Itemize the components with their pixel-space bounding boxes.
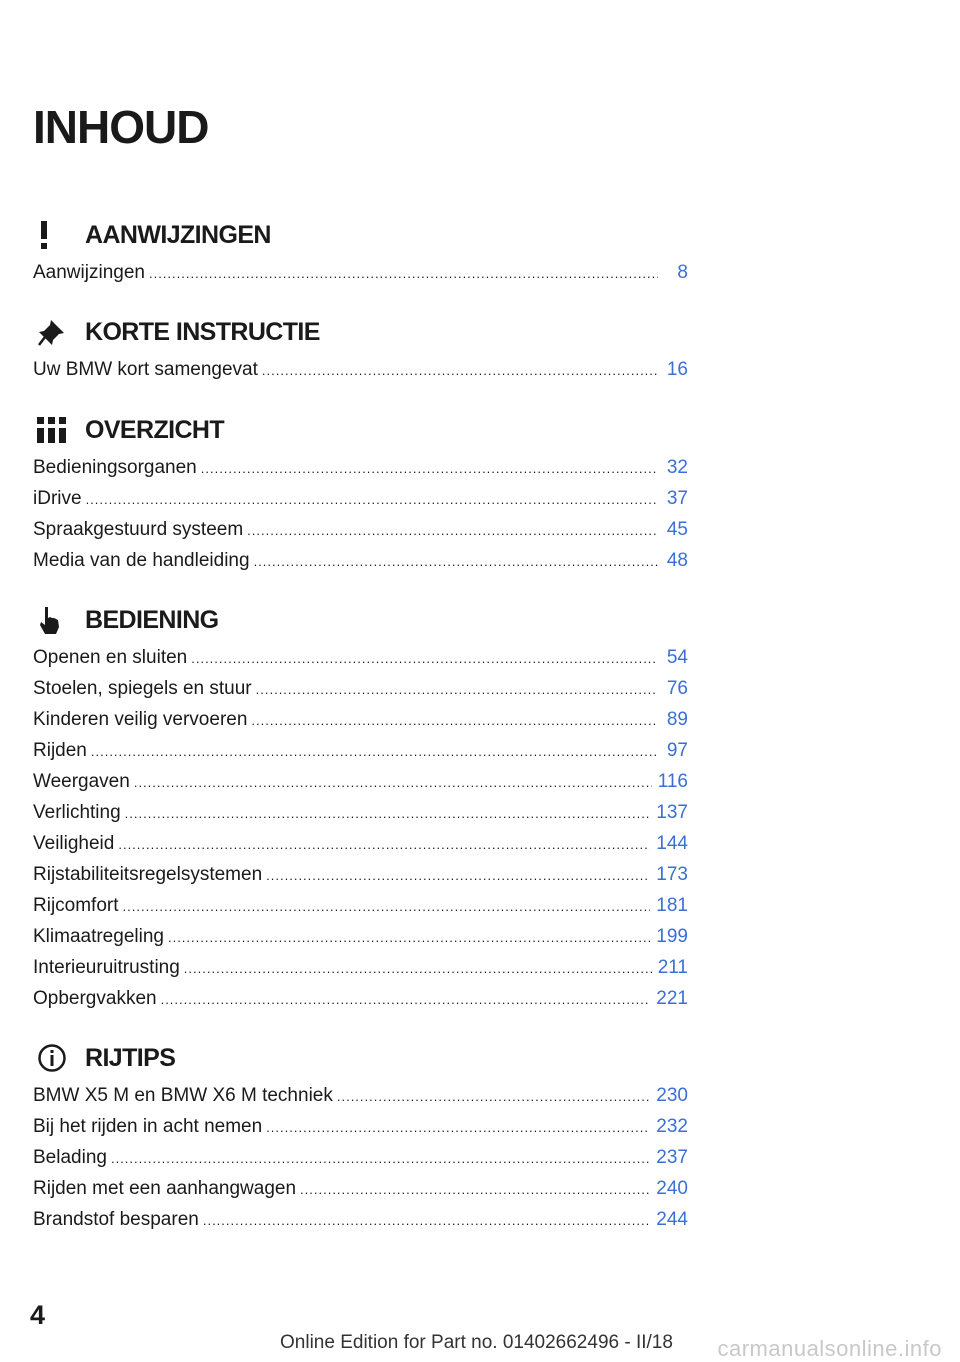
section-rijtips bbox=[33, 1036, 688, 1235]
entry-label: Aanwijzingen bbox=[33, 262, 145, 283]
info-circle-icon bbox=[37, 1042, 75, 1074]
entry-label: Rijcomfort bbox=[33, 895, 119, 916]
toc-entry[interactable] bbox=[33, 1173, 688, 1204]
section-title: BEDIENING bbox=[85, 605, 219, 634]
entry-label: Verlichting bbox=[33, 802, 121, 823]
toc-entry[interactable] bbox=[33, 257, 688, 288]
toc-entry[interactable] bbox=[33, 828, 688, 859]
dot-leader bbox=[91, 736, 658, 767]
toc-entry[interactable] bbox=[33, 890, 688, 921]
dot-leader bbox=[300, 1174, 650, 1205]
dot-leader bbox=[168, 922, 650, 953]
dot-leader bbox=[201, 453, 658, 484]
entry-label: Weergaven bbox=[33, 771, 130, 792]
entry-page-link[interactable]: 230 bbox=[656, 1085, 688, 1106]
exclamation-icon bbox=[37, 219, 75, 251]
entry-page-link[interactable]: 116 bbox=[657, 771, 688, 792]
entry-label: Rijden bbox=[33, 740, 87, 761]
section-title: OVERZICHT bbox=[85, 415, 225, 444]
dot-leader bbox=[256, 674, 658, 705]
section-aanwijzingen bbox=[33, 213, 688, 288]
pin-icon bbox=[37, 316, 75, 348]
grid-icon bbox=[37, 414, 75, 446]
entry-label: Klimaatregeling bbox=[33, 926, 164, 947]
section-header bbox=[33, 310, 688, 354]
dot-leader bbox=[337, 1081, 650, 1112]
dot-leader bbox=[123, 891, 651, 922]
section-header bbox=[33, 213, 688, 257]
toc-entry[interactable] bbox=[33, 766, 688, 797]
entry-page-link[interactable]: 221 bbox=[656, 988, 688, 1009]
hand-pointer-icon bbox=[37, 604, 75, 636]
entry-page-link[interactable]: 45 bbox=[666, 519, 688, 540]
section-header bbox=[33, 598, 688, 642]
section-bediening bbox=[33, 598, 688, 1014]
entry-page-link[interactable]: 97 bbox=[666, 740, 688, 761]
dot-leader bbox=[191, 643, 658, 674]
toc-entry[interactable] bbox=[33, 514, 688, 545]
footer-edition: Online Edition for Part no. 01402662496 - II/18 bbox=[280, 1332, 673, 1353]
entry-label: iDrive bbox=[33, 488, 82, 509]
section-overzicht bbox=[33, 408, 688, 576]
dot-leader bbox=[254, 546, 658, 577]
entry-page-link[interactable]: 237 bbox=[656, 1147, 688, 1168]
section-header bbox=[33, 408, 688, 452]
entry-label: Openen en sluiten bbox=[33, 647, 188, 668]
entry-page-link[interactable]: 76 bbox=[666, 678, 688, 699]
entry-page-link[interactable]: 16 bbox=[666, 359, 688, 380]
toc-entry[interactable] bbox=[33, 642, 688, 673]
toc-entry[interactable] bbox=[33, 1204, 688, 1235]
section-title: RIJTIPS bbox=[85, 1043, 176, 1072]
entry-page-link[interactable]: 244 bbox=[656, 1209, 688, 1230]
entry-label: Stoelen, spiegels en stuur bbox=[33, 678, 252, 699]
dot-leader bbox=[266, 860, 650, 891]
dot-leader bbox=[149, 258, 658, 289]
toc-entry[interactable] bbox=[33, 1080, 688, 1111]
entry-page-link[interactable]: 37 bbox=[666, 488, 688, 509]
entry-page-link[interactable]: 137 bbox=[656, 802, 688, 823]
dot-leader bbox=[118, 829, 650, 860]
dot-leader bbox=[266, 1112, 650, 1143]
dot-leader bbox=[86, 484, 658, 515]
entry-page-link[interactable]: 240 bbox=[656, 1178, 688, 1199]
entry-label: Belading bbox=[33, 1147, 107, 1168]
entry-page-link[interactable]: 32 bbox=[666, 457, 688, 478]
entry-label: Kinderen veilig vervoeren bbox=[33, 709, 248, 730]
entry-label: Interieuruitrusting bbox=[33, 957, 180, 978]
section-title: AANWIJZINGEN bbox=[85, 220, 271, 249]
entry-label: Media van de handleiding bbox=[33, 550, 250, 571]
entry-label: Uw BMW kort samengevat bbox=[33, 359, 258, 380]
dot-leader bbox=[203, 1205, 650, 1236]
entry-label: Rijden met een aanhangwagen bbox=[33, 1178, 297, 1199]
toc-entry[interactable] bbox=[33, 1111, 688, 1142]
dot-leader bbox=[262, 355, 658, 386]
dot-leader bbox=[184, 953, 652, 984]
toc-entry[interactable] bbox=[33, 1142, 688, 1173]
toc-entry[interactable] bbox=[33, 983, 688, 1014]
entry-page-link[interactable]: 89 bbox=[666, 709, 688, 730]
dot-leader bbox=[125, 798, 651, 829]
entry-label: Spraakgestuurd systeem bbox=[33, 519, 244, 540]
dot-leader bbox=[111, 1143, 650, 1174]
entry-label: Bedieningsorganen bbox=[33, 457, 197, 478]
section-title: KORTE INSTRUCTIE bbox=[85, 317, 320, 346]
watermark: carmanualsonline.info bbox=[717, 1336, 942, 1361]
entry-page-link[interactable]: 232 bbox=[656, 1116, 688, 1137]
page-title: INHOUD bbox=[33, 101, 209, 153]
toc-entry[interactable] bbox=[33, 921, 688, 952]
entry-page-link[interactable]: 8 bbox=[677, 262, 688, 283]
entry-page-link[interactable]: 54 bbox=[666, 647, 688, 668]
page-number: 4 bbox=[30, 1300, 46, 1330]
entry-page-link[interactable]: 181 bbox=[656, 895, 688, 916]
toc-entry[interactable] bbox=[33, 673, 688, 704]
toc-entry[interactable] bbox=[33, 704, 688, 735]
dot-leader bbox=[161, 984, 651, 1015]
toc-entry[interactable] bbox=[33, 452, 688, 483]
dot-leader bbox=[134, 767, 652, 798]
entry-label: Brandstof besparen bbox=[33, 1209, 199, 1230]
toc-entry[interactable] bbox=[33, 545, 688, 576]
entry-label: Rijstabiliteitsregelsystemen bbox=[33, 864, 263, 885]
entry-page-link[interactable]: 48 bbox=[666, 550, 688, 571]
toc-entry[interactable] bbox=[33, 859, 688, 890]
toc-entry[interactable] bbox=[33, 354, 688, 385]
dot-leader bbox=[247, 515, 658, 546]
section-header bbox=[33, 1036, 688, 1080]
toc-entry[interactable] bbox=[33, 952, 688, 983]
entry-page-link[interactable]: 144 bbox=[656, 833, 688, 854]
dot-leader bbox=[251, 705, 658, 736]
entry-page-link[interactable]: 173 bbox=[656, 864, 688, 885]
toc-entry[interactable] bbox=[33, 483, 688, 514]
toc-entry[interactable] bbox=[33, 797, 688, 828]
entry-label: BMW X5 M en BMW X6 M techniek bbox=[33, 1085, 333, 1106]
section-korte-instructie bbox=[33, 310, 688, 385]
toc-entry[interactable] bbox=[33, 735, 688, 766]
entry-label: Bij het rijden in acht nemen bbox=[33, 1116, 263, 1137]
entry-label: Opbergvakken bbox=[33, 988, 157, 1009]
entry-page-link[interactable]: 199 bbox=[656, 926, 688, 947]
entry-label: Veiligheid bbox=[33, 833, 115, 854]
entry-page-link[interactable]: 211 bbox=[657, 957, 688, 978]
